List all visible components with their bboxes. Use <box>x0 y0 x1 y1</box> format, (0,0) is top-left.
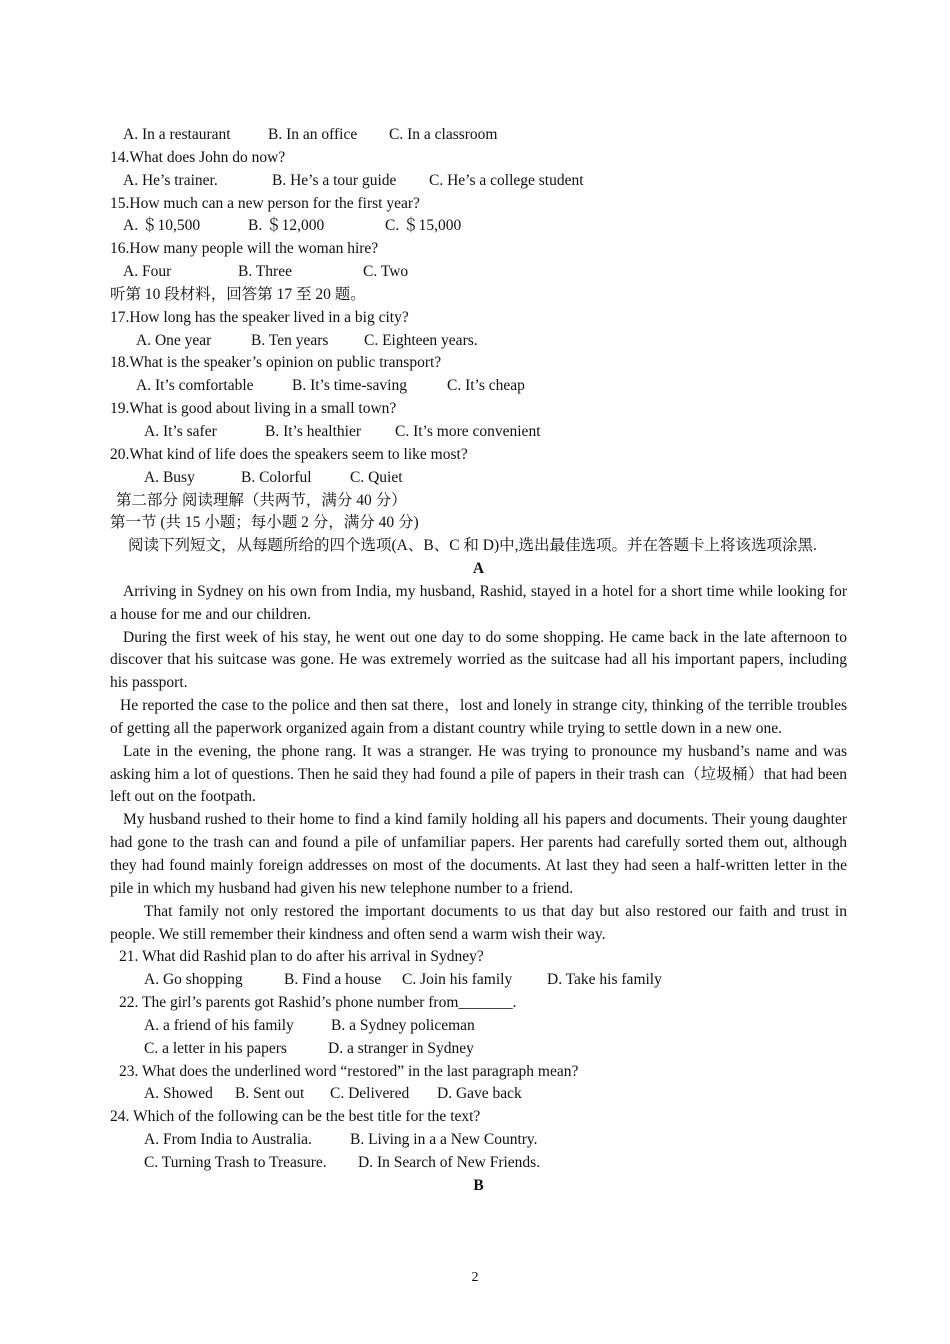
q16-options <box>110 261 847 284</box>
option: C. a letter in his papers <box>144 1039 287 1057</box>
question-stem: 18.What is the speaker’s opinion on public transport? <box>110 354 442 372</box>
option: A. One year <box>136 331 212 349</box>
option: B. He’s a tour guide <box>272 171 397 189</box>
question-stem: 19.What is good about living in a small town? <box>110 400 397 418</box>
option: C. Quiet <box>350 468 403 486</box>
option: B. Ten years <box>251 331 329 349</box>
instructions: 阅读下列短文，从每题所给的四个选项(A、B、C 和 D)中,选出最佳选项。并在答题卡上将该选项涂黑. <box>128 537 817 555</box>
option: A. Four <box>123 263 172 281</box>
q17-options <box>110 330 847 353</box>
question-stem: 16.How many people will the woman hire? <box>110 240 379 258</box>
q18-options <box>110 375 847 398</box>
part-title: 第二部分 阅读理解（共两节，满分 40 分） <box>116 491 407 509</box>
page-number: 2 <box>471 1270 479 1285</box>
question-stem: 17.How long has the speaker lived in a big city? <box>110 308 409 326</box>
q22-options-row1 <box>110 1015 847 1038</box>
section-heading: 听第 10 段材料，回答第 17 至 20 题。 <box>110 285 366 303</box>
q19-options <box>110 421 847 444</box>
option: C. In a classroom <box>389 126 498 143</box>
option: B. Colorful <box>241 468 312 486</box>
option: A. It’s comfortable <box>136 377 254 395</box>
option: B. Three <box>238 263 292 281</box>
option: B. Living in a a New Country. <box>350 1131 538 1149</box>
q20-options <box>110 467 847 490</box>
q14-options <box>110 170 847 193</box>
option: C. Join his family <box>402 971 513 989</box>
passage-paragraph: Late in the evening, the phone rang. It was a stranger. He was trying to pronounce my husband’s name and was asking him a lot of questions. Then he said they had found a pile of papers in their trash can（垃圾桶）that had been left out on the footpath. <box>110 742 847 806</box>
option: B. Sent out <box>235 1085 305 1103</box>
option: C. Eighteen years. <box>364 331 478 349</box>
option: C. Two <box>363 263 409 281</box>
question-stem: 24. Which of the following can be the best title for the text? <box>110 1108 481 1126</box>
passage-paragraph: He reported the case to the police and then sat there，lost and lonely in strange city, thinking of the terrible troubles of getting all the paperwork organized again from a distant country while trying to settle down in a new one. <box>110 697 847 737</box>
option: A. Showed <box>144 1085 213 1103</box>
option: D. Take his family <box>547 971 662 989</box>
option: D. Gave back <box>437 1085 522 1103</box>
option: A. a friend of his family <box>144 1016 294 1034</box>
option: C. It’s more convenient <box>395 422 541 440</box>
passage-paragraph: Arriving in Sydney on his own from India, my husband, Rashid, stayed in a hotel for a short time while looking for a house for me and our children. <box>110 582 847 623</box>
section-heading: 第一节 (共 15 小题；每小题 2 分，满分 40 分) <box>110 514 419 532</box>
q13-options <box>110 124 847 147</box>
option: A. From India to Australia. <box>144 1131 312 1149</box>
option: B. In an office <box>268 126 358 143</box>
option: B. It’s time-saving <box>292 377 407 395</box>
question-stem: 21. What did Rashid plan to do after his arrival in Sydney? <box>119 948 484 966</box>
option: C. Turning Trash to Treasure. <box>144 1153 327 1171</box>
question-stem: 23. What does the underlined word “restored” in the last paragraph mean? <box>119 1062 579 1080</box>
option: A. ＄10,500 <box>123 217 201 235</box>
option: B. It’s healthier <box>265 422 361 440</box>
option: C. Delivered <box>330 1085 410 1103</box>
question-stem: 14.What does John do now? <box>110 148 286 166</box>
passage-title: A <box>472 560 485 578</box>
q24-options-row1 <box>110 1129 847 1152</box>
q15-options <box>110 215 847 238</box>
exam-page <box>110 124 847 1198</box>
option: C. ＄15,000 <box>385 217 462 235</box>
q24-options-row2 <box>110 1152 847 1175</box>
q23-options <box>110 1083 847 1106</box>
option: D. In Search of New Friends. <box>358 1153 541 1171</box>
option: A. It’s safer <box>144 422 217 440</box>
option: C. It’s cheap <box>447 377 525 395</box>
option: A. Go shopping <box>144 971 243 989</box>
q22-options-row2 <box>110 1038 847 1061</box>
question-stem: 15.How much can a new person for the first year? <box>110 194 420 212</box>
option: B. a Sydney policeman <box>331 1016 475 1034</box>
option: C. He’s a college student <box>429 171 584 189</box>
passage-paragraph: My husband rushed to their home to find a kind family holding all his papers and documents. Their young daughter had gone to the trash can and found a pile of unfamiliar papers. Her parents had carefully sorted them out, although they had found mainly foreign addresses on most of the documents. At last they had seen a half-written letter in the pile in which my husband had given his new telephone number to a friend. <box>110 811 847 897</box>
question-stem: 22. The girl’s parents got Rashid’s phone number from_______. <box>119 994 517 1012</box>
option: B. ＄12,000 <box>248 217 325 235</box>
option: A. Busy <box>144 468 195 486</box>
option: B. Find a house <box>284 971 382 989</box>
passage-paragraph: During the first week of his stay, he went out one day to do some shopping. He came back in the late afternoon to discover that his suitcase was gone. He was extremely worried as the suitcase had all his important papers, including his passport. <box>110 628 847 692</box>
passage-title: B <box>473 1176 484 1194</box>
option: D. a stranger in Sydney <box>328 1039 474 1057</box>
question-stem: 20.What kind of life does the speakers seem to like most? <box>110 445 468 463</box>
option: A. In a restaurant <box>123 126 231 143</box>
q21-options <box>110 969 847 992</box>
passage-paragraph: That family not only restored the important documents to us that day but also restored our faith and trust in people. We still remember their kindness and often send a warm wish their way. <box>110 902 847 943</box>
option: A. He’s trainer. <box>123 171 218 189</box>
